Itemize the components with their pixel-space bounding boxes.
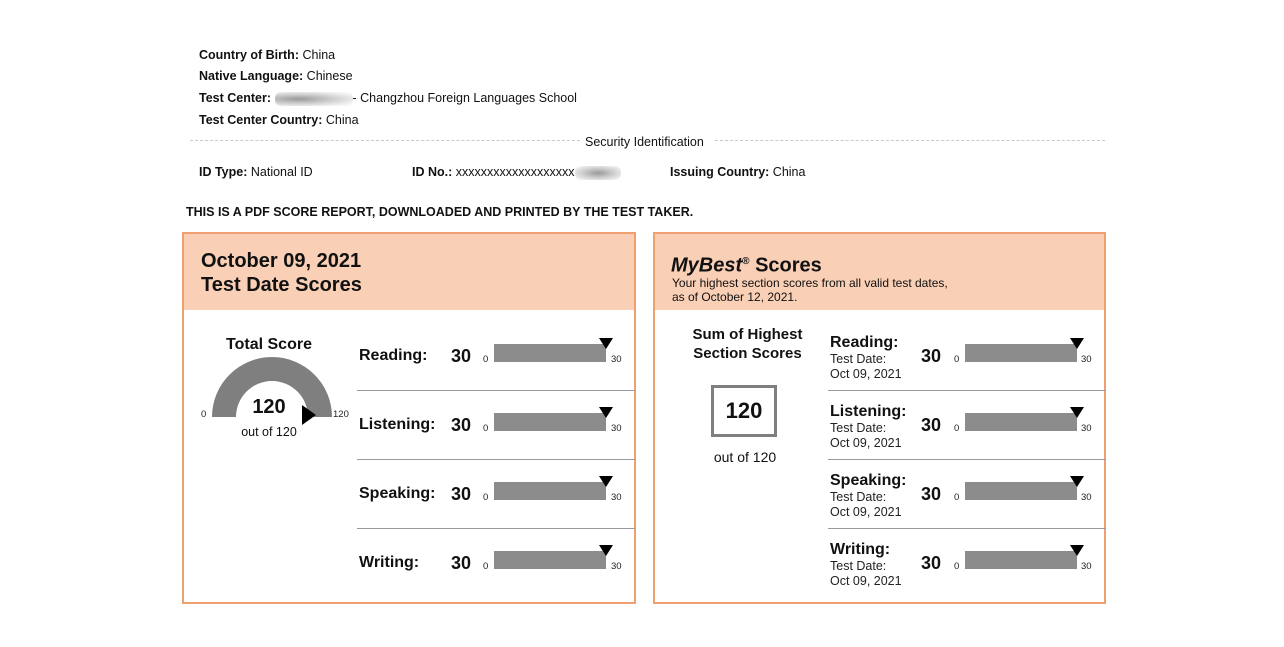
test-center-country-value: China: [325, 113, 359, 127]
id-number-value: xxxxxxxxxxxxxxxxxxx: [455, 165, 575, 179]
mybest-reading-label: Reading:: [830, 334, 899, 351]
security-identification-title: Security Identification: [585, 135, 704, 149]
row-divider: [828, 459, 1106, 460]
issuing-country-label: Issuing Country:: [670, 165, 770, 179]
test-center-value: - Changzhou Foreign Languages School: [352, 91, 577, 105]
mybest-reading-pointer: [1070, 338, 1084, 349]
writing-label: Writing:: [359, 554, 420, 571]
speaking-score: 30: [451, 484, 472, 504]
mybest-speaking-date-label: Test Date:: [830, 490, 887, 504]
mybest-listening-max: 30: [1081, 423, 1092, 434]
test-center-label: Test Center:: [199, 91, 272, 105]
mybest-reading-date-label: Test Date:: [830, 352, 887, 366]
mybest-reading-date: Oct 09, 2021: [830, 367, 902, 381]
mybest-subtitle-2: as of October 12, 2021.: [672, 290, 798, 304]
gauge-min: 0: [201, 409, 207, 420]
total-score-value: 120: [252, 396, 286, 418]
speaking-max: 30: [611, 492, 622, 503]
id-type: [199, 165, 313, 179]
listening-label: Listening:: [359, 416, 436, 433]
writing-score: 30: [451, 553, 472, 573]
speaking-min: 0: [483, 492, 489, 503]
mybest-reading-min: 0: [954, 354, 960, 365]
test-date-title: October 09, 2021: [201, 250, 362, 272]
registered-mark: ®: [742, 256, 750, 267]
writing-bar: [494, 551, 606, 569]
mybest-reading-score: 30: [921, 346, 942, 366]
mybest-speaking-max: 30: [1081, 492, 1092, 503]
panel-header: [184, 234, 634, 310]
id-number: [412, 165, 621, 180]
test-center: [199, 91, 577, 106]
mybest-speaking-date: Oct 09, 2021: [830, 505, 902, 519]
writing-max: 30: [611, 561, 622, 572]
mybest-speaking-bar: [965, 482, 1077, 500]
sum-score-box: 120: [711, 385, 777, 437]
speaking-pointer: [599, 476, 613, 487]
test-center-country-label: Test Center Country:: [199, 113, 323, 127]
mybest-listening-date-label: Test Date:: [830, 421, 887, 435]
mybest-listening-min: 0: [954, 423, 960, 434]
test-date-subtitle: Test Date Scores: [201, 274, 362, 296]
mybest-listening-date: Oct 09, 2021: [830, 436, 902, 450]
issuing-country: [670, 165, 805, 179]
reading-max: 30: [611, 354, 622, 365]
row-divider: [828, 390, 1106, 391]
mybest-writing-pointer: [1070, 545, 1084, 556]
test-center-country: [199, 113, 359, 127]
redacted-area: [575, 166, 621, 180]
speaking-bar: [494, 482, 606, 500]
listening-bar: [494, 413, 606, 431]
mybest-writing-max: 30: [1081, 561, 1092, 572]
id-type-value: National ID: [250, 165, 313, 179]
sum-out-of: out of 120: [713, 449, 777, 465]
panel-header: [655, 234, 1104, 310]
divider-left: [190, 140, 580, 141]
mybest-title-rest: Scores: [749, 254, 822, 277]
mybest-scores-panel: [653, 232, 1106, 604]
native-language: [199, 69, 353, 83]
mybest-listening-label: Listening:: [830, 403, 907, 420]
reading-min: 0: [483, 354, 489, 365]
native-language-label: Native Language:: [199, 69, 304, 83]
mybest-reading-bar: [965, 344, 1077, 362]
listening-min: 0: [483, 423, 489, 434]
mybest-listening-pointer: [1070, 407, 1084, 418]
listening-score: 30: [451, 415, 472, 435]
row-divider: [357, 528, 635, 529]
listening-max: 30: [611, 423, 622, 434]
mybest-title: [671, 250, 822, 278]
mybest-writing-date: Oct 09, 2021: [830, 574, 902, 588]
mybest-reading-max: 30: [1081, 354, 1092, 365]
reading-bar: [494, 344, 606, 362]
divider-right: [715, 140, 1105, 141]
mybest-speaking-min: 0: [954, 492, 960, 503]
mybest-speaking-pointer: [1070, 476, 1084, 487]
row-divider: [357, 390, 635, 391]
country-of-birth-label: Country of Birth:: [199, 48, 299, 62]
speaking-label: Speaking:: [359, 485, 436, 502]
mybest-listening-bar: [965, 413, 1077, 431]
issuing-country-value: China: [772, 165, 806, 179]
mybest-listening-score: 30: [921, 415, 942, 435]
total-score-out-of: out of 120: [241, 425, 297, 439]
total-score-label: Total Score: [226, 336, 312, 353]
test-date-scores-panel: [182, 232, 636, 604]
listening-pointer: [599, 407, 613, 418]
reading-label: Reading:: [359, 347, 428, 364]
writing-pointer: [599, 545, 613, 556]
reading-pointer: [599, 338, 613, 349]
redacted-area: [275, 92, 353, 106]
mybest-writing-min: 0: [954, 561, 960, 572]
mybest-writing-label: Writing:: [830, 541, 891, 558]
sum-label-1: Sum of Highest: [692, 326, 803, 343]
row-divider: [357, 459, 635, 460]
mybest-writing-date-label: Test Date:: [830, 559, 887, 573]
sum-label-2: Section Scores: [693, 345, 802, 362]
mybest-title-italic: MyBest: [671, 254, 743, 277]
id-number-label: ID No.:: [412, 165, 453, 179]
mybest-subtitle-1: Your highest section scores from all valid test dates,: [672, 276, 948, 290]
native-language-value: Chinese: [306, 69, 353, 83]
mybest-speaking-label: Speaking:: [830, 472, 907, 489]
gauge-max: 120: [333, 409, 349, 420]
country-of-birth: [199, 48, 335, 62]
id-type-label: ID Type:: [199, 165, 248, 179]
writing-min: 0: [483, 561, 489, 572]
mybest-writing-bar: [965, 551, 1077, 569]
row-divider: [828, 528, 1106, 529]
mybest-writing-score: 30: [921, 553, 942, 573]
pdf-notice: THIS IS A PDF SCORE REPORT, DOWNLOADED AND PRINTED BY THE TEST TAKER.: [186, 205, 694, 219]
reading-score: 30: [451, 346, 472, 366]
country-of-birth-value: China: [302, 48, 336, 62]
mybest-speaking-score: 30: [921, 484, 942, 504]
